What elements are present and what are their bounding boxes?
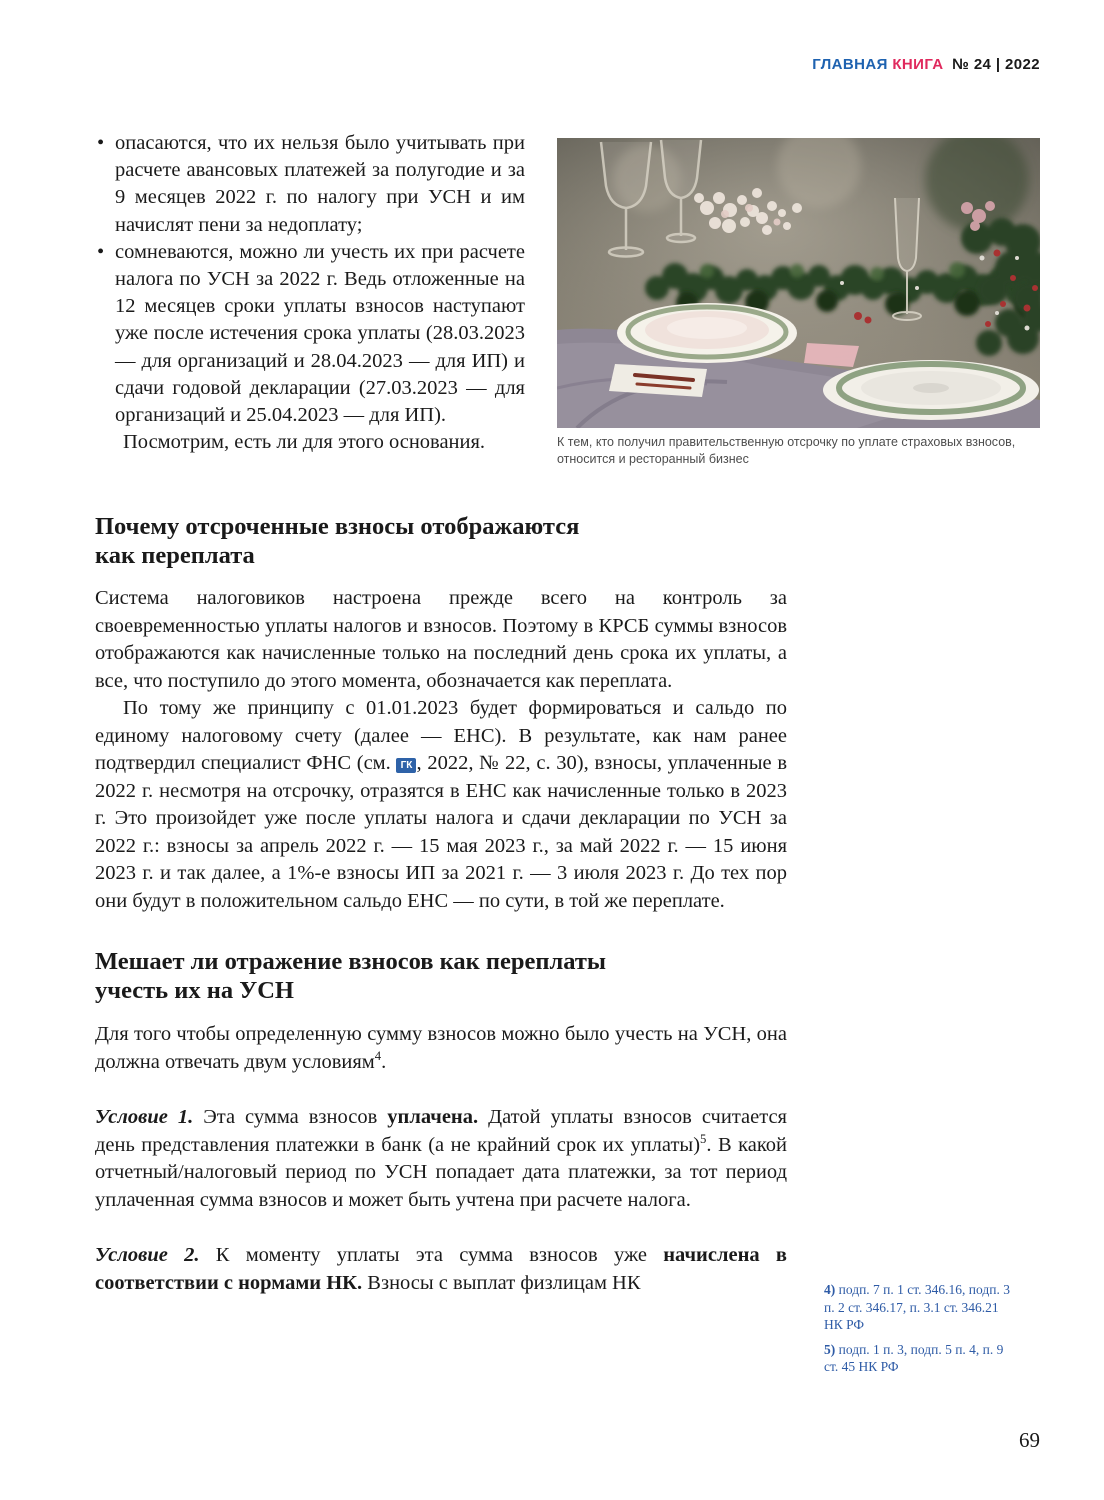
- condition-1-paragraph: [95, 1104, 787, 1214]
- paragraph-text: . В какой отчетный/налоговый период по УСН попадает дата платежки, за тот период уплаченная сумма взносов и может быть учтена при расчете налога.: [95, 1133, 787, 1211]
- margin-footnotes: [824, 1281, 1020, 1383]
- footnote: [824, 1341, 1020, 1376]
- page-header: [812, 56, 1040, 73]
- heading-line: учесть их на УСН: [95, 977, 294, 1004]
- heading-line: Мешает ли отражение взносов как переплаты: [95, 948, 606, 975]
- paragraph-text: Эта сумма взносов: [193, 1106, 388, 1128]
- issue-number: № 24 | 2022: [952, 56, 1040, 73]
- section-heading-2: [95, 947, 787, 1005]
- heading-line: Почему отсроченные взносы отображаются: [95, 513, 580, 540]
- footnote-text: подп. 7 п. 1 ст. 346.16, подп. 3 п. 2 ст. 346.17, п. 3.1 ст. 346.21 НК РФ: [824, 1282, 1010, 1332]
- paragraph: Система налоговиков настроена прежде всего на контроль за своевременностью уплаты налогов и взносов. Поэтому в КРСБ суммы взносов отображаются как начисленные только на последний день срока их уплаты, а все, что поступило до этого момента, обозначается как переплата.: [95, 587, 787, 692]
- intro-closing: Посмотрим, есть ли для этого основания.: [123, 431, 486, 454]
- condition-2-paragraph: [95, 1242, 787, 1297]
- emphasized-text: уплачена.: [387, 1106, 479, 1128]
- intro-column: [95, 130, 525, 477]
- photo-illustration: [557, 138, 1040, 428]
- paragraph-text: Датой уплаты взносов считается день представления платежки в банк (а не крайний срок их уплаты): [95, 1106, 787, 1156]
- paragraph-text: Взносы с выплат физлицам НК: [362, 1271, 641, 1294]
- footnote-number: 4): [824, 1282, 836, 1297]
- festive-table-photo: [557, 138, 1040, 428]
- paragraph-text: , 2022, № 22, с. 30), взносы, уплаченные в 2022 г. несмотря на отсрочку, отразятся в ЕНС как начисленные только в 2023 г. Это произойдет уже после уплаты налога и сдачи декларации по УСН за 2022 г.: взносы за апрель 2022 г. — 15 мая 2023 г., за май 2022 г. — 15 июня 2023 г. и так далее, а 1%-е взносы ИП за 2021 г. — 3 июля 2023 г. До тех пор они будут в положительном сальдо ЕНС — по сути, в той же переплате.: [95, 752, 787, 912]
- footnote-reference: 4: [374, 1048, 382, 1063]
- condition-label: Условие 1.: [95, 1106, 194, 1128]
- paragraph-text: .: [381, 1050, 387, 1073]
- paragraph: [95, 695, 787, 915]
- paragraph-text: По тому же принципу с 01.01.2023 будет формироваться и сальдо по единому налоговому счету (далее — ЕНС). В результате, как нам ранее подтвердил специалист ФНС (см.: [95, 697, 787, 774]
- gk-journal-icon: ГК: [396, 758, 416, 773]
- footnote-text: подп. 1 п. 3, подп. 5 п. 4, п. 9 ст. 45 НК РФ: [824, 1341, 1004, 1374]
- paragraph-text: К моменту уплаты эта сумма взносов уже: [199, 1244, 664, 1266]
- brand-word-glavnaya: ГЛАВНАЯ: [812, 56, 888, 73]
- paragraph: [95, 1021, 787, 1076]
- article-body: [95, 512, 787, 1297]
- section-heading-1: [95, 512, 787, 570]
- page-number: 69: [1019, 1428, 1040, 1452]
- footnote: [824, 1281, 1020, 1334]
- emphasized-text: начислена в соответствии с нормами НК.: [95, 1244, 787, 1294]
- heading-line: как переплата: [95, 542, 255, 569]
- footnote-number: 5): [824, 1341, 836, 1357]
- brand-word-kniga: КНИГА: [892, 56, 944, 73]
- bullet-item: • опасаются, что их нельзя было учитывать при расчете авансовых платежей за полугодие и за 9 месяцев 2022 г. по налогу при УСН и им начислят пени за недоплату;: [95, 130, 525, 239]
- bullet-item: • сомневаются, можно ли учесть их при расчете налога по УСН за 2022 г. Ведь отложенные на 12 месяцев сроки уплаты взносов наступают уже после истечения срока уплаты (28.03.2023 — для организаций и 28.04.2023 — для ИП) и сдачи годовой декларации (27.03.2023 — для организаций и 25.04.2023 — для ИП).: [95, 239, 525, 429]
- intro-bullet-list: [95, 130, 525, 429]
- footnote-reference: 5: [700, 1131, 707, 1146]
- paragraph-text: Для того чтобы определенную сумму взносов можно было учесть на УСН, она должна отвечать двум условиям: [95, 1023, 787, 1073]
- condition-label: Условие 2.: [95, 1244, 200, 1266]
- photo-caption: К тем, кто получил правительственную отсрочку по уплате страховых взносов, относится и ресторанный бизнес: [557, 435, 1016, 466]
